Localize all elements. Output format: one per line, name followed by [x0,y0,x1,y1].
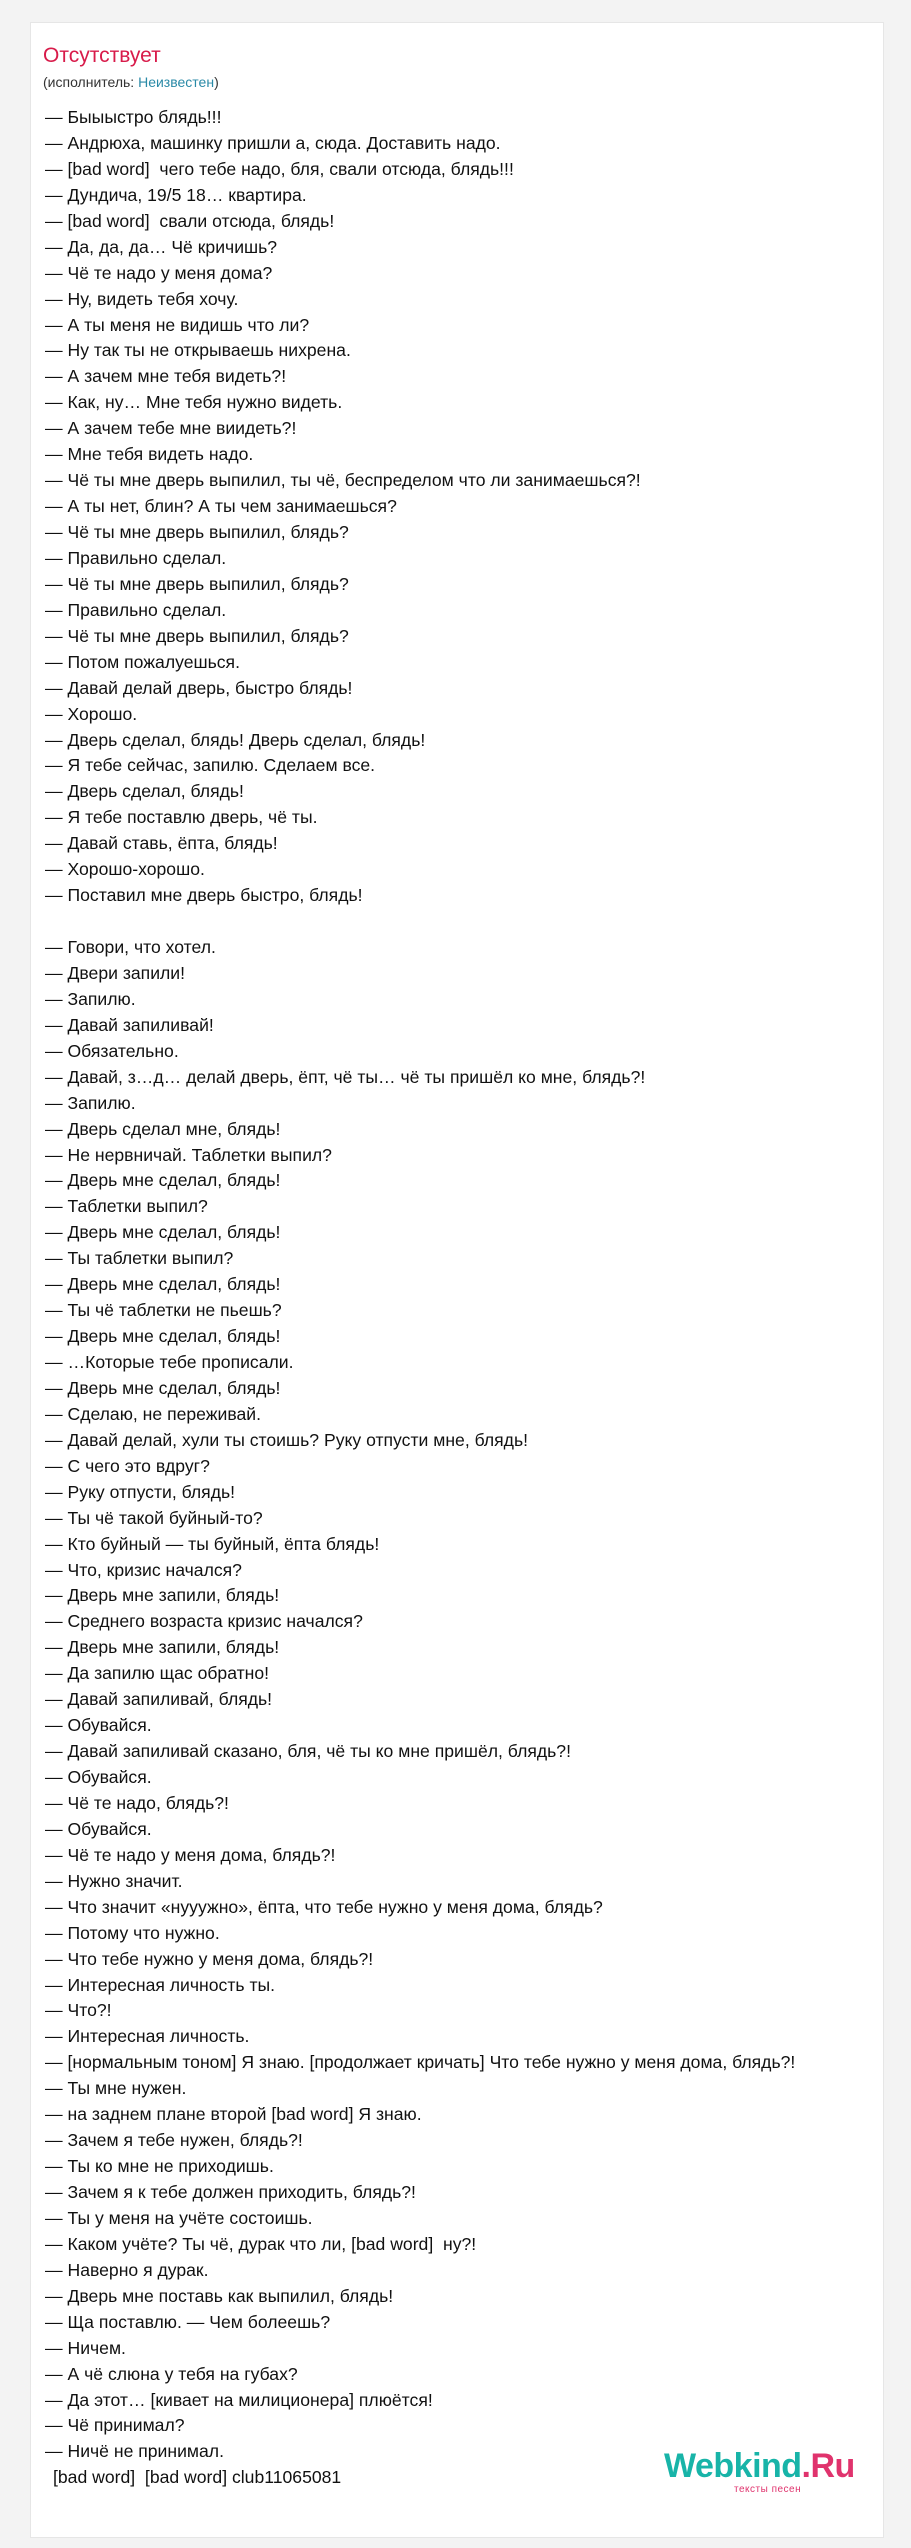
lyric-line: — [bad word] свали отсюда, блядь! [45,210,335,231]
lyric-line: — Ты ко мне не приходишь. [45,2156,274,2177]
logo-text [664,2448,874,2484]
lyric-line: — Давай запиливай, блядь! [45,1689,273,1710]
lyric-line: — Правильно сделал. [45,547,227,568]
lyric-line: — Руку отпусти, блядь! [45,1481,236,1502]
lyric-line: — Чё ты мне дверь выпилил, блядь? [45,625,349,646]
lyric-line: — Дверь мне поставь как выпилил, блядь! [45,2285,394,2306]
logo-tagline: тексты песен [734,2484,802,2495]
lyric-line: — А ты меня не видишь что ли? [45,314,310,335]
lyric-line: — Да этот… [кивает на милиционера] плюётся! [45,2389,433,2410]
lyric-line: — Мне тебя видеть надо. [45,444,254,465]
lyric-line: — Не нервничай. Таблетки выпил? [45,1144,332,1165]
lyric-line: — Дверь мне сделал, блядь! [45,1377,281,1398]
artist-link[interactable]: Неизвестен [138,74,215,90]
lyric-line: — Дверь мне запили, блядь! [45,1585,280,1606]
lyric-line: — Нужно значит. [45,1870,183,1891]
lyric-line: — Я тебе сейчас, запилю. Сделаем все. [45,755,376,776]
artist-line [43,73,219,91]
lyric-line: — Что, кризис начался? [45,1559,242,1580]
lyric-line: — Давай ставь, ёпта, блядь! [45,833,278,854]
lyric-line: — Говори, что хотел. [45,937,216,957]
lyric-line: — Зачем я к тебе должен приходить, блядь?! [45,2182,416,2202]
lyric-line: — Поставил мне дверь быстро, блядь! [45,885,363,906]
lyric-line: — Что тебе нужно у меня дома, блядь?! [45,1948,374,1969]
lyric-line: — Да запилю щас обратно! [45,1663,270,1684]
lyric-line: — [нормальным тоном] Я знаю. [продолжает кричать] Что тебе нужно у меня дома, блядь?! [45,2052,796,2073]
lyric-line: — Обувайся. [45,1767,152,1787]
lyric-line: — Сделаю, не переживай. [45,1403,261,1424]
lyric-line: — Чё ты мне дверь выпилил, блядь? [45,522,349,542]
lyric-line [45,909,911,935]
lyric-line: — Ща поставлю. — Чем болеешь? [45,2311,331,2332]
lyric-line: — Чё принимал? [45,2415,185,2436]
lyric-line: — Дверь мне сделал, блядь! [45,1222,281,1243]
lyric-line: — Запилю. [45,1092,136,1113]
lyric-line: — Ну так ты не открываешь нихрена. [45,340,351,361]
lyric-line: — Ты у меня на учёте состоишь. [45,2207,313,2228]
lyric-line: — Давай делай дверь, быстро блядь! [45,677,353,698]
lyric-line: — Чё ты мне дверь выпилил, ты чё, беспределом что ли занимаешься?! [45,470,641,491]
lyric-line: — Что значит «нууужно», ёпта, что тебе нужно у меня дома, блядь? [45,1896,603,1917]
lyric-line: — Наверно я дурак. [45,2259,209,2280]
artist-suffix: ) [214,74,219,90]
lyric-line: — Давай запиливай сказано, бля, чё ты ко мне пришёл, блядь?! [45,1741,571,1762]
lyric-line: — Ну, видеть тебя хочу. [45,288,239,309]
lyric-line: — Двери запили! [45,962,186,983]
lyric-line: — Обувайся. [45,1715,152,1736]
lyric-line: — Обувайся. [45,1818,152,1839]
lyric-line: — Ты чё таблетки не пьешь? [45,1300,282,1321]
lyric-line: — Обязательно. [45,1040,179,1061]
lyric-line: — Правильно сделал. [45,599,227,620]
lyric-line: — Чё те надо у меня дома? [45,262,273,283]
lyric-line: — Дверь мне сделал, блядь! [45,1170,281,1191]
lyric-line: — …Которые тебе прописали. [45,1352,294,1372]
lyric-line: — Давай запиливай! [45,1014,214,1035]
artist-prefix: (исполнитель: [43,74,139,90]
lyric-line: — Интересная личность. [45,2026,250,2047]
lyric-line: — А ты нет, блин? А ты чем занимаешься? [45,496,397,517]
lyric-line: — Хорошо. [45,703,138,724]
lyric-line: — Давай делай, хули ты стоишь? Руку отпусти мне, блядь! [45,1429,528,1450]
lyric-line: — Ничем. [45,2337,126,2358]
lyric-line: — Как, ну… Мне тебя нужно видеть. [45,392,343,413]
lyric-line: — Дверь сделал, блядь! Дверь сделал, блядь! [45,729,426,750]
lyric-line: — [bad word] чего тебе надо, бля, свали отсюда, блядь!!! [45,158,514,179]
lyric-line: — Интересная личность ты. [45,1974,276,1995]
lyric-line: — Дверь мне сделал, блядь! [45,1274,281,1295]
lyric-line: — Дундича, 19/5 18… квартира. [45,184,307,205]
footer-line: [bad word] [bad word] club11065081 [53,2467,342,2488]
webkind-logo[interactable] [664,2448,874,2498]
logo-dot: . [801,2447,811,2485]
lyric-line: — Чё те надо у меня дома, блядь?! [45,1844,336,1865]
lyric-line: — Потому что нужно. [45,1922,220,1943]
lyric-line: — Запилю. [45,988,136,1009]
lyric-line: — Ты таблетки выпил? [45,1248,234,1269]
lyric-line: — А чё слюна у тебя на губах? [45,2363,298,2384]
lyrics-text [45,105,911,2491]
lyric-line: — Потом пожалуешься. [45,651,240,672]
logo-tld: Ru [810,2447,855,2485]
lyric-line: — Давай, з…д… делай дверь, ёпт, чё ты… чё ты пришёл ко мне, блядь?! [45,1066,646,1087]
lyric-line: — на заднем плане второй [bad word] Я знаю. [45,2104,422,2125]
lyric-line: — Чё ты мне дверь выпилил, блядь? [45,573,349,594]
lyric-line: — Зачем я тебе нужен, блядь?! [45,2130,303,2151]
lyric-line: — Андрюха, машинку пришли а, сюда. Доставить надо. [45,132,501,153]
lyric-line: — Ничё не принимал. [45,2441,224,2462]
lyric-line: — Кто буйный — ты буйный, ёпта блядь! [45,1533,380,1554]
lyric-line: — Хорошо-хорошо. [45,859,205,880]
lyric-line: — Таблетки выпил? [45,1196,208,1217]
lyric-line: — Быыыстро блядь!!! [45,107,222,127]
lyric-line: — Каком учёте? Ты чё, дурак что ли, [bad word] ну?! [45,2233,477,2254]
lyric-line: — Дверь сделал, блядь! [45,781,244,802]
lyric-line: — Чё те надо, блядь?! [45,1792,229,1813]
lyric-line: — Ты мне нужен. [45,2078,187,2099]
lyric-line: — Ты чё такой буйный-то? [45,1507,263,1528]
lyric-line: — А зачем тебе мне виидеть?! [45,418,297,439]
lyrics-card [30,22,884,2538]
lyric-line: — Дверь мне сделал, блядь! [45,1326,281,1347]
song-title: Отсутствует [43,44,161,67]
lyric-line: — С чего это вдруг? [45,1455,210,1476]
lyric-line: — А зачем мне тебя видеть?! [45,366,287,387]
logo-main: Webkind [664,2447,802,2485]
lyric-line: — Дверь сделал мне, блядь! [45,1118,281,1139]
lyric-line: — Я тебе поставлю дверь, чё ты. [45,807,318,828]
lyric-line: — Да, да, да… Чё кричишь? [45,236,278,257]
lyric-line: — Что?! [45,2000,112,2021]
lyric-line: — Среднего возраста кризис начался? [45,1611,363,1632]
lyric-line: — Дверь мне запили, блядь! [45,1637,280,1658]
